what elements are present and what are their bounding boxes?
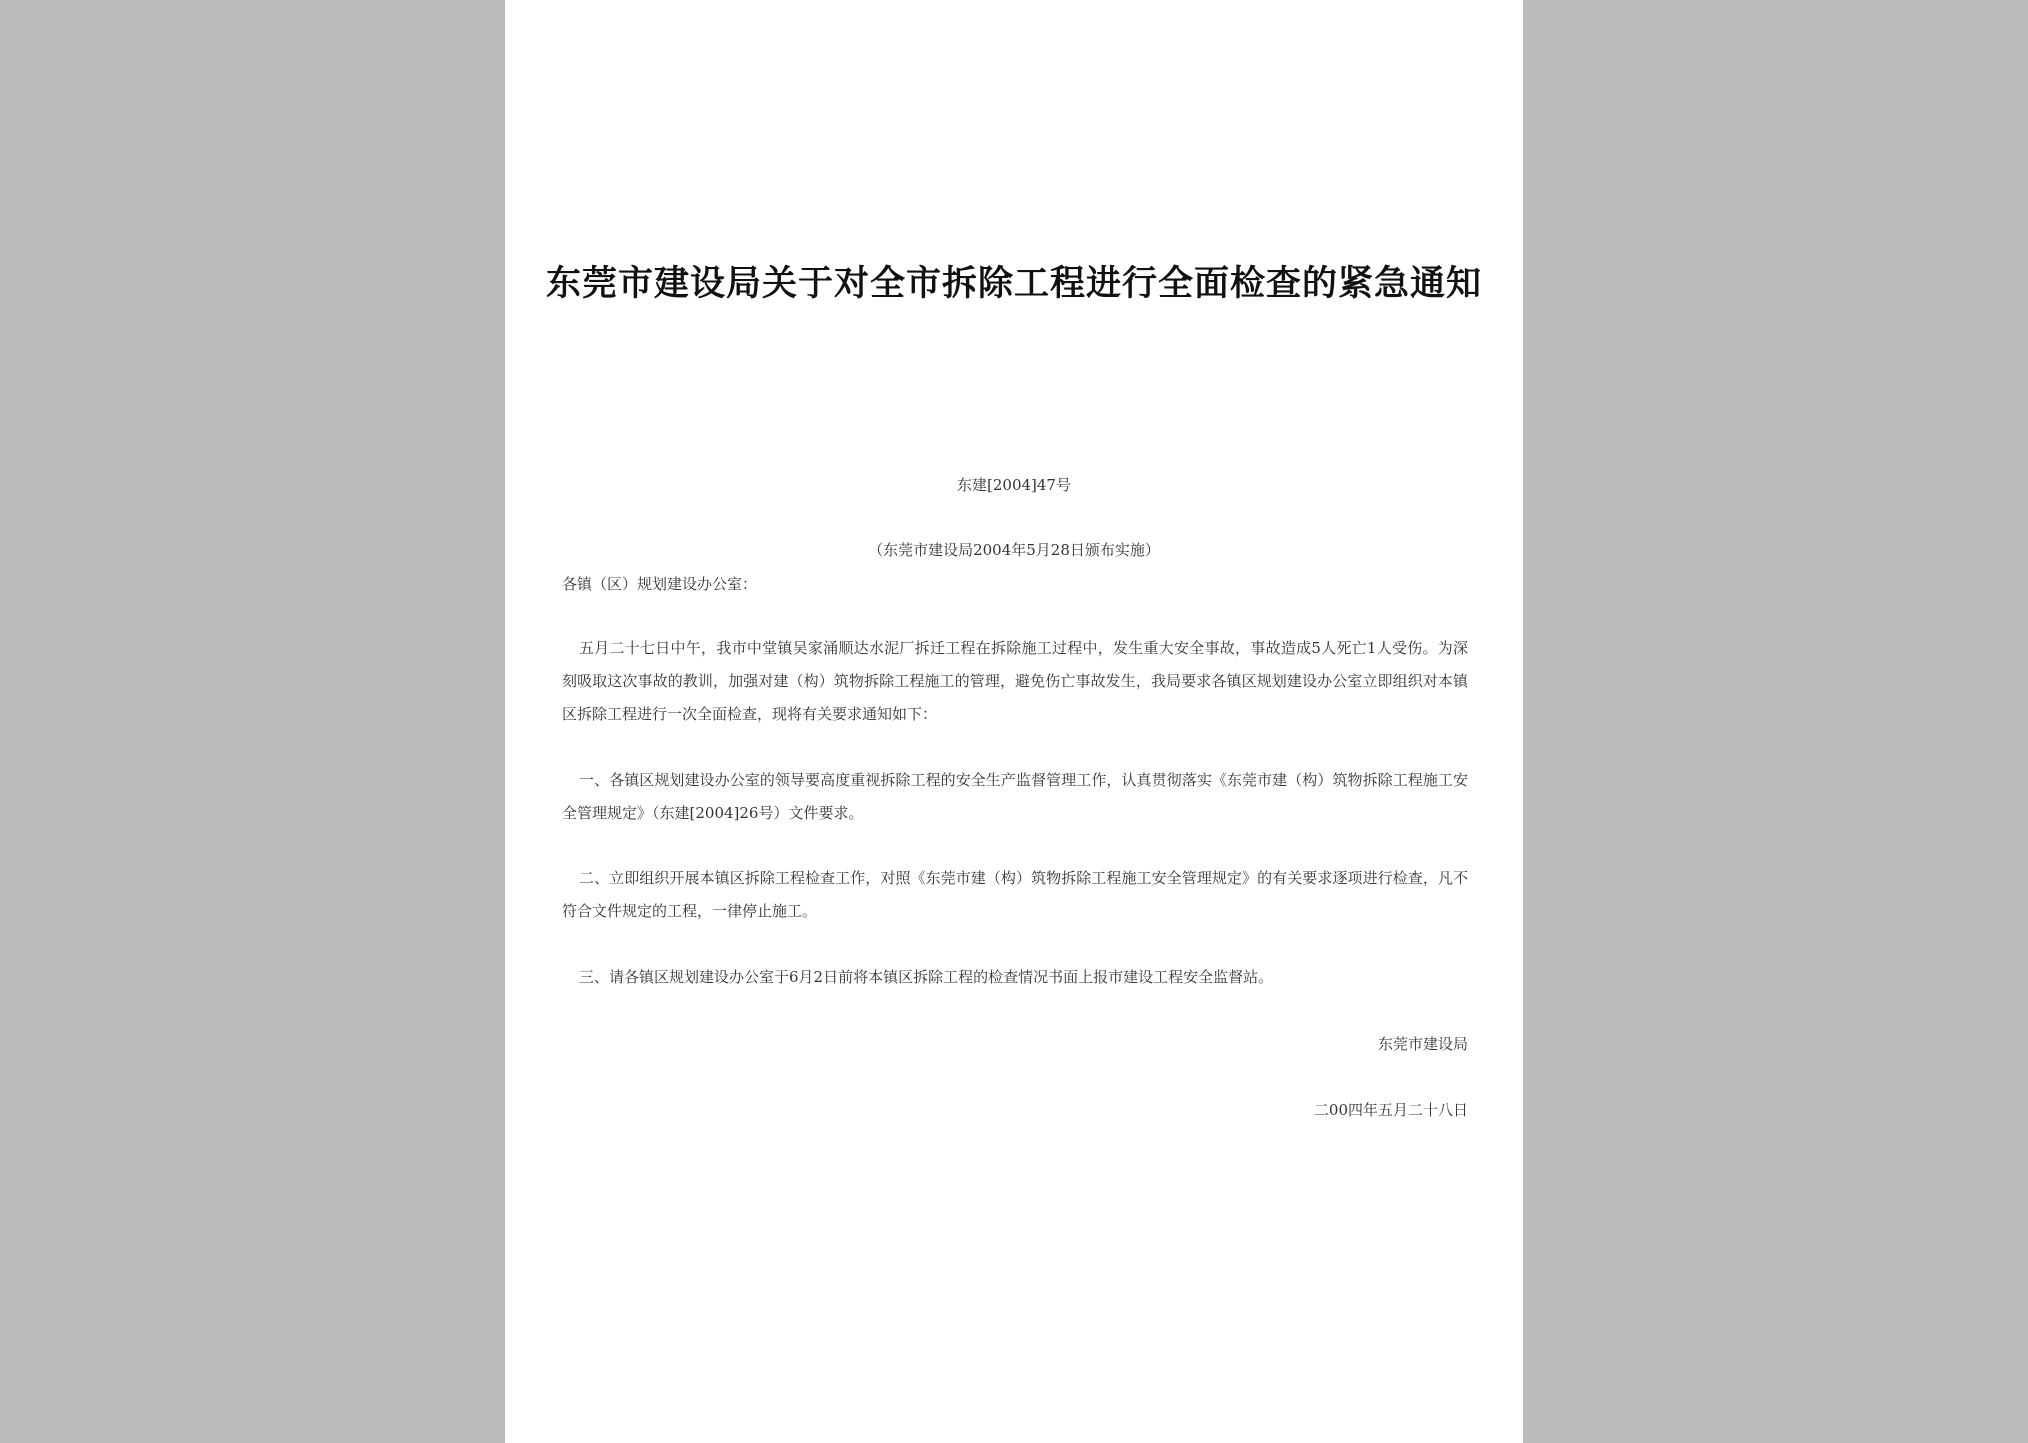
document-number: 东建[2004]47号 [957, 476, 1071, 494]
addressee: 各镇（区）规划建设办公室： [562, 575, 758, 593]
paragraph-item-3: 三、请各镇区规划建设办公室于6月2日前将本镇区拆除工程的检查情况书面上报市建设工程安全监督站。 [579, 968, 1274, 986]
paragraph-intro: 五月二十七日中午，我市中堂镇吴家涌顺达水泥厂拆迁工程在拆除施工过程中，发生重大安全事故，事故造成5人死亡1人受伤。为深刻吸取这次事故的教训，加强对建（构）筑物拆除工程施工的管理，避免伤亡事故发生，我局要求各镇区规划建设办公室立即组织对本镇区拆除工程进行一次全面检查，现将有关要求通知如下： [562, 639, 1468, 723]
signature-date: 二00四年五月二十八日 [1313, 1101, 1468, 1119]
paragraph-item-1: 一、各镇区规划建设办公室的领导要高度重视拆除工程的安全生产监督管理工作，认真贯彻落实《东莞市建（构）筑物拆除工程施工安全管理规定》（东建[2004]26号）文件要求。 [562, 771, 1468, 822]
document-page [505, 0, 1523, 1443]
signature: 东莞市建设局 [1377, 1035, 1468, 1053]
document-title: 东莞市建设局关于对全市拆除工程进行全面检查的紧急通知 [545, 264, 1482, 304]
paragraph-item-2: 二、立即组织开展本镇区拆除工程检查工作，对照《东莞市建（构）筑物拆除工程施工安全管理规定》的有关要求逐项进行检查，凡不符合文件规定的工程，一律停止施工。 [562, 869, 1468, 920]
issued-note: （东莞市建设局2004年5月28日颁布实施） [868, 541, 1160, 559]
